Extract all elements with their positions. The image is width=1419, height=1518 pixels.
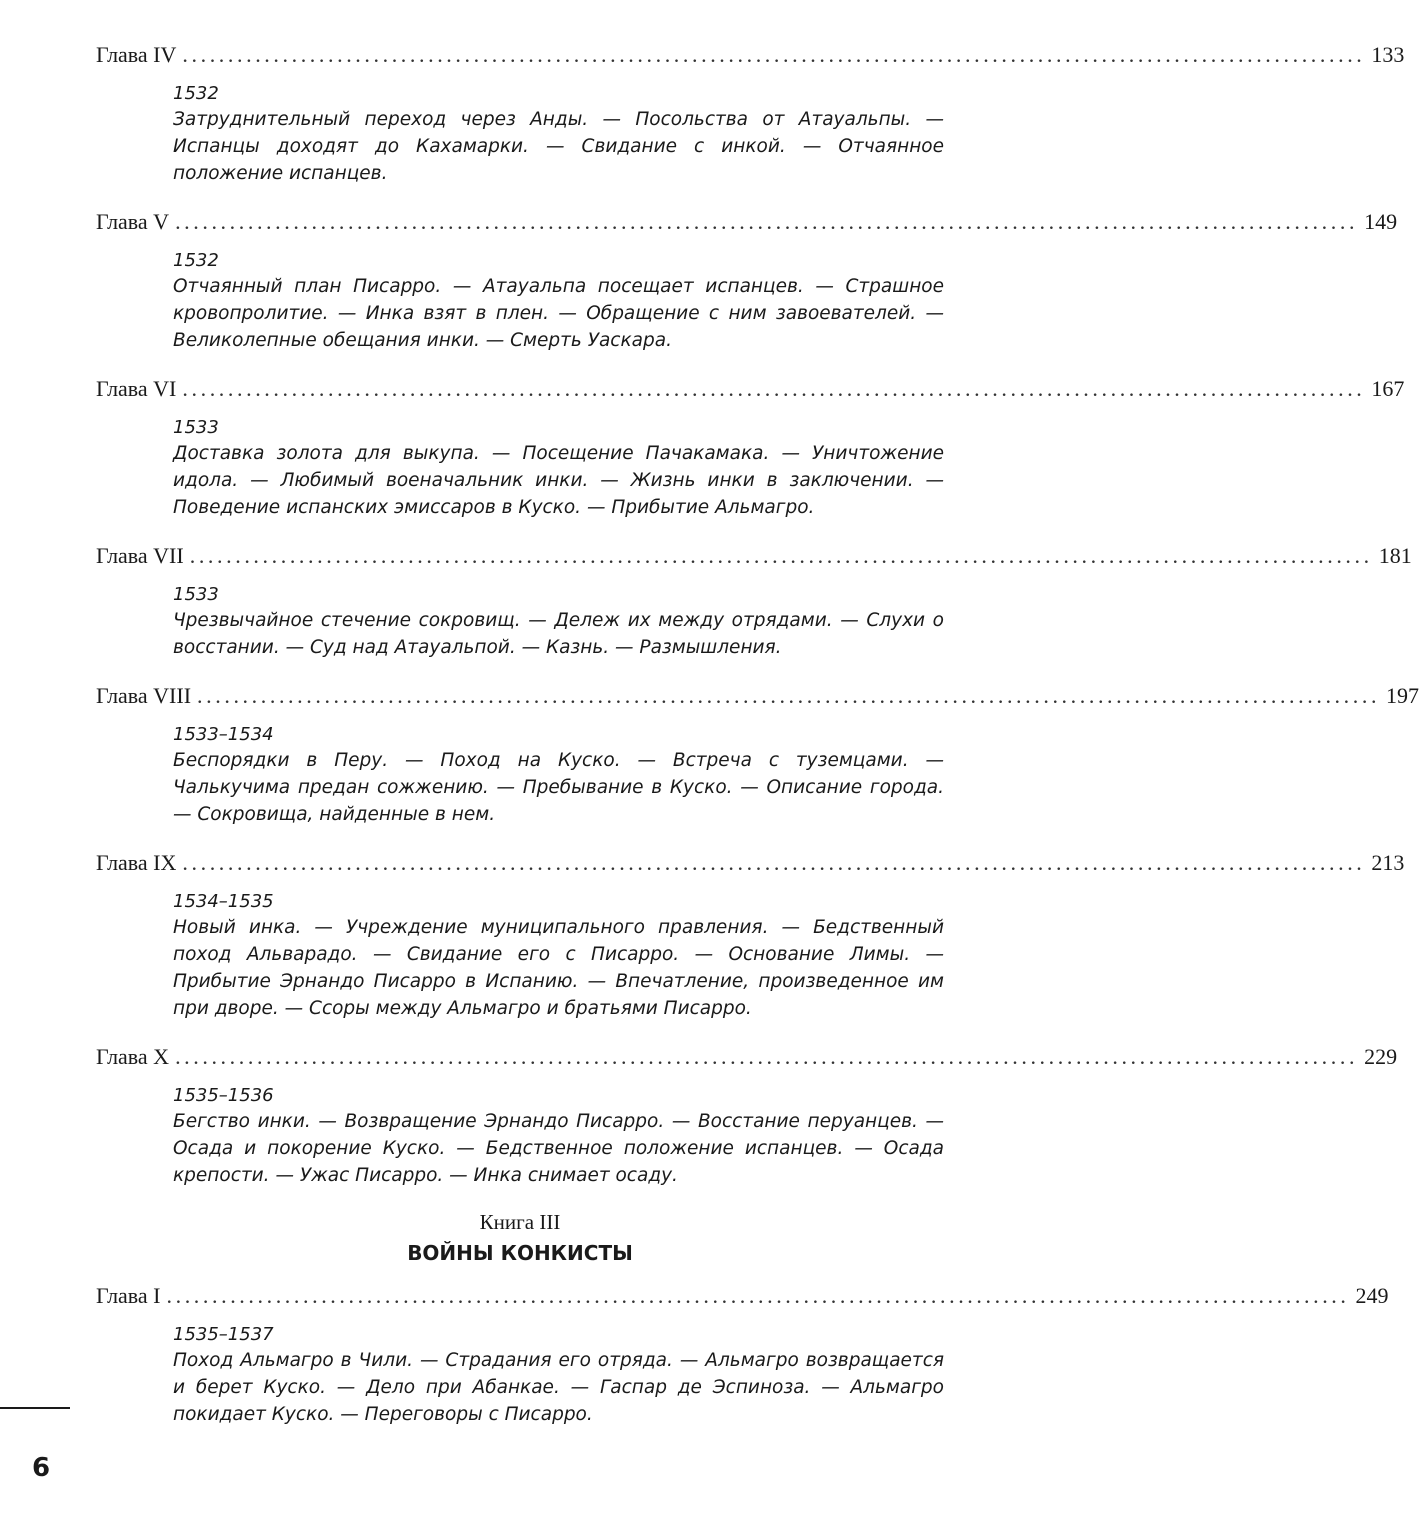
toc-line[interactable] xyxy=(96,1279,1389,1313)
chapter-years: 1535–1537 xyxy=(173,1324,274,1345)
chapter-summary: Доставка золота для выкупа. — Посещение Пачакамака. — Уничтожение идола. — Любимый военачальник инки. — Жизнь инки в заключении. — Поведение испанских эмиссаров в Куско. — Прибытие Альмагро. xyxy=(173,443,944,518)
toc-entry-chapter-5 xyxy=(96,205,1398,354)
chapter-page-number: 149 xyxy=(1364,209,1398,234)
chapter-details xyxy=(173,249,944,354)
chapter-page-number: 181 xyxy=(1378,543,1412,568)
toc-line[interactable] xyxy=(96,539,1412,573)
chapter-details xyxy=(173,890,944,1022)
chapter-label: Глава IX xyxy=(96,850,177,875)
chapter-label: Глава I xyxy=(96,1283,161,1308)
toc-line[interactable] xyxy=(96,205,1398,239)
dot-leader: .................................................................................................................................. xyxy=(189,543,1373,568)
chapter-details xyxy=(173,1323,944,1428)
page-number: 6 xyxy=(32,1453,51,1483)
chapter-page-number: 249 xyxy=(1355,1283,1389,1308)
toc-entry-chapter-10 xyxy=(96,1040,1398,1189)
chapter-page-number: 167 xyxy=(1371,376,1405,401)
toc-line[interactable] xyxy=(96,679,1419,713)
chapter-summary: Новый инка. — Учреждение муниципального правления. — Бедственный поход Альварадо. — Свидание его с Писарро. — Основание Лимы. — Прибытие Эрнандо Писарро в Испанию. — Впечатление, произведенное им при дворе. — Ссоры между Альмагро и братьями Писарро. xyxy=(173,917,944,1019)
chapter-summary: Беспорядки в Перу. — Поход на Куско. — Встреча с туземцами. — Чалькучима предан сожжению. — Пребывание в Куско. — Описание города. — Сокровища, найденные в нем. xyxy=(173,750,944,825)
dot-leader: .................................................................................................................................. xyxy=(182,850,1366,875)
toc-line[interactable] xyxy=(96,846,1405,880)
chapter-years: 1532 xyxy=(173,250,219,271)
dot-leader: .................................................................................................................................. xyxy=(166,1283,1350,1308)
chapter-label: Глава X xyxy=(96,1044,170,1069)
chapter-label: Глава VIII xyxy=(96,683,192,708)
table-of-contents xyxy=(96,38,1419,1446)
chapter-label: Глава VI xyxy=(96,376,177,401)
dot-leader: .................................................................................................................................. xyxy=(182,42,1366,67)
chapter-details xyxy=(173,723,944,828)
toc-entry-chapter-6 xyxy=(96,372,1405,521)
toc-entry-chapter-9 xyxy=(96,846,1405,1022)
toc-line[interactable] xyxy=(96,1040,1398,1074)
chapter-details xyxy=(173,82,944,187)
chapter-summary: Чрезвычайное стечение сокровищ. — Дележ их между отрядами. — Слухи о восстании. — Суд над Атауальпой. — Казнь. — Размышления. xyxy=(173,610,944,658)
dot-leader: .................................................................................................................................. xyxy=(197,683,1381,708)
toc-entry-chapter-4 xyxy=(96,38,1405,187)
chapter-years: 1532 xyxy=(173,83,219,104)
chapter-details xyxy=(173,583,944,661)
toc-entry-chapter-8 xyxy=(96,679,1419,828)
chapter-years: 1533 xyxy=(173,584,219,605)
book-heading xyxy=(96,1207,944,1269)
chapter-page-number: 197 xyxy=(1386,683,1419,708)
chapter-years: 1534–1535 xyxy=(173,891,274,912)
chapter-summary: Затруднительный переход через Анды. — Посольства от Атауальпы. — Испанцы доходят до Кахамарки. — Свидание с инкой. — Отчаянное положение испанцев. xyxy=(173,109,944,184)
chapter-details xyxy=(173,1084,944,1189)
chapter-page-number: 229 xyxy=(1364,1044,1398,1069)
chapter-page-number: 213 xyxy=(1371,850,1405,875)
book-label: Книга III xyxy=(479,1210,561,1234)
chapter-label: Глава V xyxy=(96,209,170,234)
chapter-label: Глава IV xyxy=(96,42,177,67)
book-title: ВОЙНЫ КОНКИСТЫ xyxy=(407,1241,633,1265)
toc-entry-book3-chapter-1 xyxy=(96,1279,1389,1428)
dot-leader: .................................................................................................................................. xyxy=(175,209,1359,234)
chapter-years: 1535–1536 xyxy=(173,1085,274,1106)
footer-rule xyxy=(0,1407,70,1409)
chapter-years: 1533 xyxy=(173,417,219,438)
chapter-years: 1533–1534 xyxy=(173,724,274,745)
chapter-page-number: 133 xyxy=(1371,42,1405,67)
dot-leader: .................................................................................................................................. xyxy=(182,376,1366,401)
chapter-details xyxy=(173,416,944,521)
chapter-summary: Отчаянный план Писарро. — Атауальпа посещает испанцев. — Страшное кровопролитие. — Инка взят в плен. — Обращение с ним завоевателей. — Великолепные обещания инки. — Смерть Уаскара. xyxy=(173,276,944,351)
dot-leader: .................................................................................................................................. xyxy=(175,1044,1359,1069)
chapter-summary: Поход Альмагро в Чили. — Страдания его отряда. — Альмагро возвращается и берет Куско. — Дело при Абанкае. — Гаспар де Эспиноза. — Альмагро покидает Куско. — Переговоры с Писарро. xyxy=(173,1350,944,1425)
toc-line[interactable] xyxy=(96,372,1405,406)
chapter-label: Глава VII xyxy=(96,543,184,568)
toc-line[interactable] xyxy=(96,38,1405,72)
chapter-summary: Бегство инки. — Возвращение Эрнандо Писарро. — Восстание перуанцев. — Осада и покорение Куско. — Бедственное положение испанцев. — Осада крепости. — Ужас Писарро. — Инка снимает осаду. xyxy=(173,1111,944,1186)
toc-entry-chapter-7 xyxy=(96,539,1412,661)
